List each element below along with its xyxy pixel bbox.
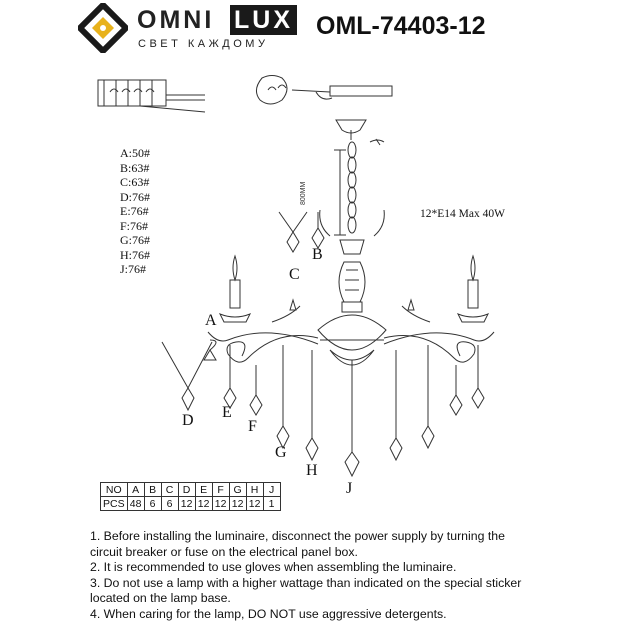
table-cell: 12 [195, 497, 212, 511]
table-cell: 12 [246, 497, 263, 511]
part-label-a: A [205, 312, 217, 329]
spec-item: C:63# [120, 175, 150, 189]
spec-item: G:76# [120, 233, 150, 247]
brand-name-omni: OMNI [137, 6, 215, 34]
table-cell: 6 [161, 497, 178, 511]
part-label-j: J [346, 480, 353, 497]
part-label-d: D [182, 412, 194, 429]
table-cell: H [246, 483, 263, 497]
note-item: 2. It is recommended to use gloves when assembling the luminaire. [90, 560, 457, 574]
table-cell: B [144, 483, 161, 497]
part-label-f: F [248, 418, 257, 435]
table-cell: E [195, 483, 212, 497]
table-row [101, 497, 281, 511]
part-label-h: H [306, 462, 318, 479]
table-cell: 48 [127, 497, 144, 511]
table-cell: G [229, 483, 246, 497]
spec-item: H:76# [120, 247, 150, 262]
table-cell: F [212, 483, 229, 497]
central-column [318, 240, 386, 365]
part-label-c: C [289, 266, 300, 283]
spec-item: A:50# [120, 146, 150, 160]
table-cell: J [263, 483, 280, 497]
canopy-detail [256, 76, 392, 105]
table-cell: PCS [101, 497, 128, 511]
brand-name-lux: LUX [230, 5, 297, 35]
brand-tagline: СВЕТ КАЖДОМУ [138, 38, 269, 50]
spec-item: D:76# [120, 189, 150, 204]
parts-table [100, 482, 281, 511]
part-label-g: G [275, 444, 287, 461]
spec-item: F:76# [120, 218, 149, 233]
table-cell: 12 [178, 497, 195, 511]
table-cell: D [178, 483, 195, 497]
part-label-b: B [312, 246, 323, 263]
safety-notes [90, 529, 540, 622]
chain [334, 142, 356, 235]
table-row [101, 483, 281, 497]
table-cell: 1 [263, 497, 280, 511]
table-cell: 6 [144, 497, 161, 511]
chain-length-label: 800MM [300, 181, 307, 205]
table-cell: 12 [212, 497, 229, 511]
wiring-diagram [98, 80, 205, 112]
table-cell: C [161, 483, 178, 497]
table-cell: 12 [229, 497, 246, 511]
spec-item: J:76# [120, 262, 147, 276]
canopy [336, 120, 384, 145]
table-cell: A [127, 483, 144, 497]
lamp-spec: 12*E14 Max 40W [420, 208, 505, 220]
note-item: 3. Do not use a lamp with a higher wattage than indicated on the special sticker located on the lamp base. [90, 575, 522, 605]
model-number: OML-74403-12 [316, 12, 486, 40]
note-item: 1. Before installing the luminaire, disconnect the power supply by turning the circuit breaker or fuse on the electrical panel box. [90, 529, 505, 559]
spec-item: E:76# [120, 204, 149, 218]
table-cell: NO [101, 483, 128, 497]
part-label-e: E [222, 404, 232, 421]
note-item: 4. When caring for the lamp, DO NOT use aggressive detergents. [90, 606, 447, 621]
spec-item: B:63# [120, 160, 150, 175]
